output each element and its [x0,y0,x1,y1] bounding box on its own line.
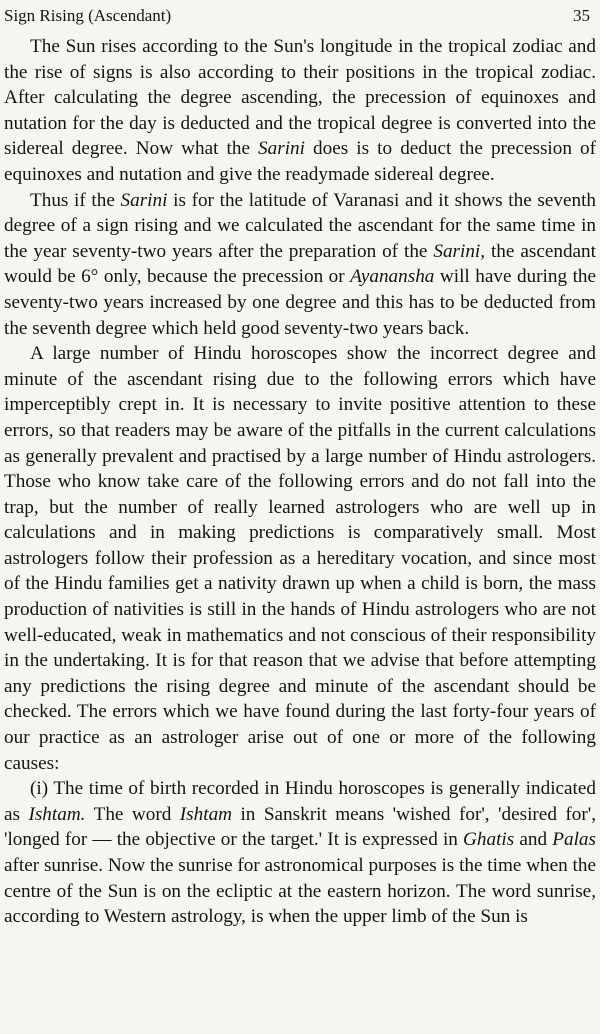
italic-term: Ayanansha [350,266,435,288]
text-run: A large number of Hindu horoscopes show the incorrect degree and minute of the ascendant rising due to the following errors which have imperceptibly crept in. It is necessary to invite positive attention to these errors, so that readers may be aware of the pitfalls in the current calculations as generally prevalent and practised by a large number of Hindu astrologers. Those who know take care of the following errors and do not fall into the trap, but the number of really learned astrologers who are well up in calculations and in making predictions is comparatively small. Most astrologers follow their profession as a hereditary vocation, and since most of the Hindu families get a nativity drawn up when a child is born, the mass production of nativities is still in the hands of Hindu astrologers who are not well-educated, weak in mathematics and not conscious of their responsibility in the undertaking. It is for that reason that we advise that before attempting any predictions the rising degree and minute of the ascendant should be checked. The errors which we have found during the last forty-four years of our practice as an astrologer arise out of one or more of the following causes: [4,343,596,774]
body-text [4,34,596,930]
italic-term: Sarini, [433,240,486,262]
text-run: after sunrise. Now the sunrise for astronomical purposes is the time when the centre of the Sun is on the ecliptic at the eastern horizon. The word sunrise, according to Western astrology, is when the upper limb of the Sun is [4,855,597,928]
text-run: (i) The time of birth recorded in Hindu horoscopes is generally indicated as [4,778,596,825]
italic-term: Sarini [258,138,305,160]
italic-term: Ishtam. [28,803,86,825]
running-header [4,4,590,28]
text-run: is for the latitude of Varanasi and it shows the seventh degree of a sign rising and we calculated the ascendant for the same time in the year seventy-two years after the preparation of the [4,189,596,262]
page-number: 35 [573,6,590,25]
text-run: and [514,829,553,851]
paragraph [4,341,596,776]
italic-term: Sarini [120,189,168,211]
paragraph [4,34,596,188]
text-run: The Sun rises according to the Sun's longitude in the tropical zodiac and the rise of signs is also according to their positions in the tropical zodiac. After calculating the degree ascending, the precession of equinoxes and nutation for the day is deducted and the tropical degree is converted into the sidereal degree. Now what the [4,36,596,160]
italic-term: Ishtam [179,803,233,825]
italic-term: Ghatis [463,829,515,851]
paragraph [4,776,596,930]
italic-term: Palas [552,829,596,851]
text-run: in Sanskrit means 'wished for', 'desired for', 'longed for — the objective or the target.' It is expressed in [4,803,596,851]
text-run: will have during the seventy-two years increased by one degree and this has to be deducted from the seventh degree which held good seventy-two years back. [4,266,597,339]
paragraph [4,188,596,342]
text-run: Thus if the [30,189,121,211]
text-run: the ascendant would be 6° only, because the precession or [4,240,596,288]
running-title: Sign Rising (Ascendant) [4,6,172,25]
text-run: The word [85,803,180,825]
text-run: does is to deduct the precession of equinoxes and nutation and give the readymade sidereal degree. [4,138,596,185]
